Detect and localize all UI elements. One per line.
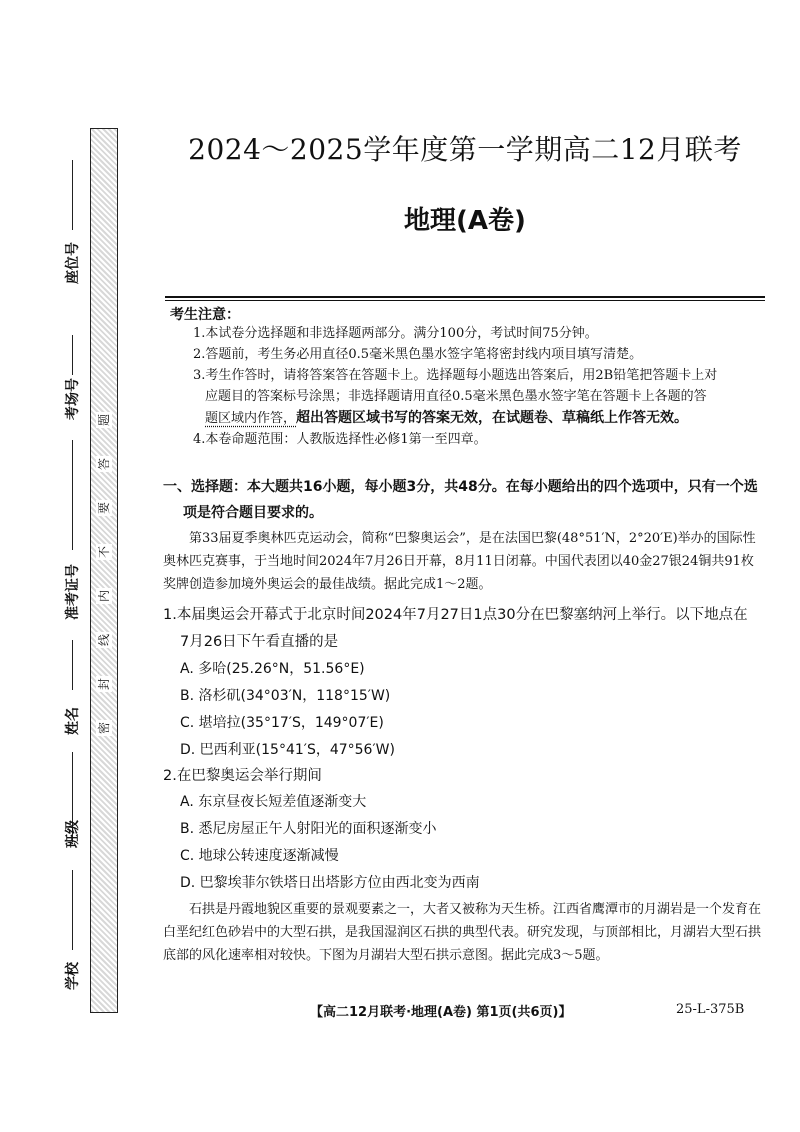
header-rule-thin <box>165 300 765 301</box>
seal-char: 内 <box>97 590 111 603</box>
question-2-stem: 2.在巴黎奥运会举行期间 <box>163 768 322 784</box>
school-line[interactable] <box>72 870 73 950</box>
notice-emphasis: 超出答题区域书写的答案无效，在试题卷、草稿纸上作答无效。 <box>296 410 689 426</box>
question-1-option-d: D. 巴西利亚(15°41′S，47°56′W) <box>180 742 395 758</box>
exam-room-label: 考场号 <box>65 378 81 420</box>
question-2-option-c: C. 地球公转速度逐渐减慢 <box>180 848 339 864</box>
exam-title: 2024～2025学年度第一学期高二12月联考 <box>188 133 742 166</box>
question-2-option-a: A. 东京昼夜长短差值逐渐变大 <box>180 794 367 810</box>
page-footer: 【高二12月联考·地理(A卷) 第1页(共6页)】 <box>310 1005 572 1020</box>
exam-room-line[interactable] <box>72 335 73 375</box>
question-1-stem-line-1: 1.本届奥运会开幕式于北京时间2024年7月27日1点30分在巴黎塞纳河上举行。以下地点在 <box>163 607 748 623</box>
section-heading-line-1: 一、选择题：本大题共16小题，每小题3分，共48分。在每小题给出的四个选项中，只有一个选 <box>163 479 758 495</box>
school-label: 学校 <box>65 962 81 990</box>
question-1-stem-line-2: 7月26日下午看直播的是 <box>180 634 339 650</box>
notice-item-4: 4.本卷命题范围：人教版选择性必修1第一至四章。 <box>193 432 487 447</box>
notice-item-3-end <box>205 408 765 429</box>
seal-char: 线 <box>97 634 111 647</box>
question-1-option-b: B. 洛杉矶(34°03′N，118°15′W) <box>180 688 391 704</box>
name-line[interactable] <box>72 640 73 690</box>
seal-line-text <box>96 400 112 750</box>
seal-char: 密 <box>97 722 111 735</box>
class-label: 班级 <box>65 820 81 848</box>
seal-char: 答 <box>97 458 111 471</box>
ticket-number-line[interactable] <box>72 440 73 550</box>
subject-title: 地理(A卷) <box>404 206 526 236</box>
question-1-option-c: C. 堪培拉(35°17′S，149°07′E) <box>180 715 384 731</box>
question-2-option-d: D. 巴黎埃菲尔铁塔日出塔影方位由西北变为西南 <box>180 875 480 891</box>
header-rule <box>165 296 765 298</box>
seal-char: 封 <box>97 678 111 691</box>
seal-char: 不 <box>97 546 111 559</box>
notice-item-1: 1.本试卷分选择题和非选择题两部分。满分100分，考试时间75分钟。 <box>193 326 598 341</box>
seat-number-label: 座位号 <box>65 242 81 284</box>
passage-stone-arch: 石拱是丹霞地貌区重要的景观要素之一，大者又被称为天生桥。江西省鹰潭市的月湖岩是一个发育在白垩纪红色砂岩中的大型石拱，是我国湿润区石拱的典型代表。研究发现，与顶部相比，月湖岩大型石拱底部的风化速率相对较快。下图为月湖岩大型石拱示意图。据此完成3～5题。 <box>163 902 762 963</box>
paper-code: 25-L-375B <box>676 1002 745 1017</box>
name-label: 姓名 <box>65 707 81 735</box>
notice-item-3: 3.考生作答时，请将答案答在答题卡上。选择题每小题选出答案后，用2B铅笔把答题卡上对 <box>193 368 718 383</box>
section-heading <box>163 474 763 526</box>
passage-olympics: 第33届夏季奥林匹克运动会，简称“巴黎奥运会”，是在法国巴黎(48°51′N，2°20′E)举办的国际性奥林匹克赛事，于当地时间2024年7月26日开幕，8月11日闭幕。中国代表团以40金27银24铜共91枚奖牌创造参加境外奥运会的最佳战绩。据此完成1～2题。 <box>163 531 756 592</box>
notice-item-2: 2.答题前，考生务必用直径0.5毫米黑色墨水签字笔将密封线内项目填写清楚。 <box>193 347 643 362</box>
notice-item-3-cont: 应题目的答案标号涂黑；非选择题请用直径0.5毫米黑色墨水签字笔在答题卡上各题的答 <box>205 389 707 404</box>
question-1-option-a: A. 多哈(25.26°N，51.56°E) <box>180 661 365 677</box>
seal-char: 题 <box>97 414 111 427</box>
ticket-number-label: 准考证号 <box>65 564 81 620</box>
question-2-option-b: B. 悉尼房屋正午人射阳光的面积逐渐变小 <box>180 821 437 837</box>
seal-char: 要 <box>97 502 111 515</box>
seat-number-line[interactable] <box>72 160 73 230</box>
notice-item-3-tail: 题区域内作答， <box>205 411 297 426</box>
notice-heading: 考生注意： <box>170 307 240 323</box>
section-heading-line-2: 项是符合题目要求的。 <box>183 505 323 521</box>
